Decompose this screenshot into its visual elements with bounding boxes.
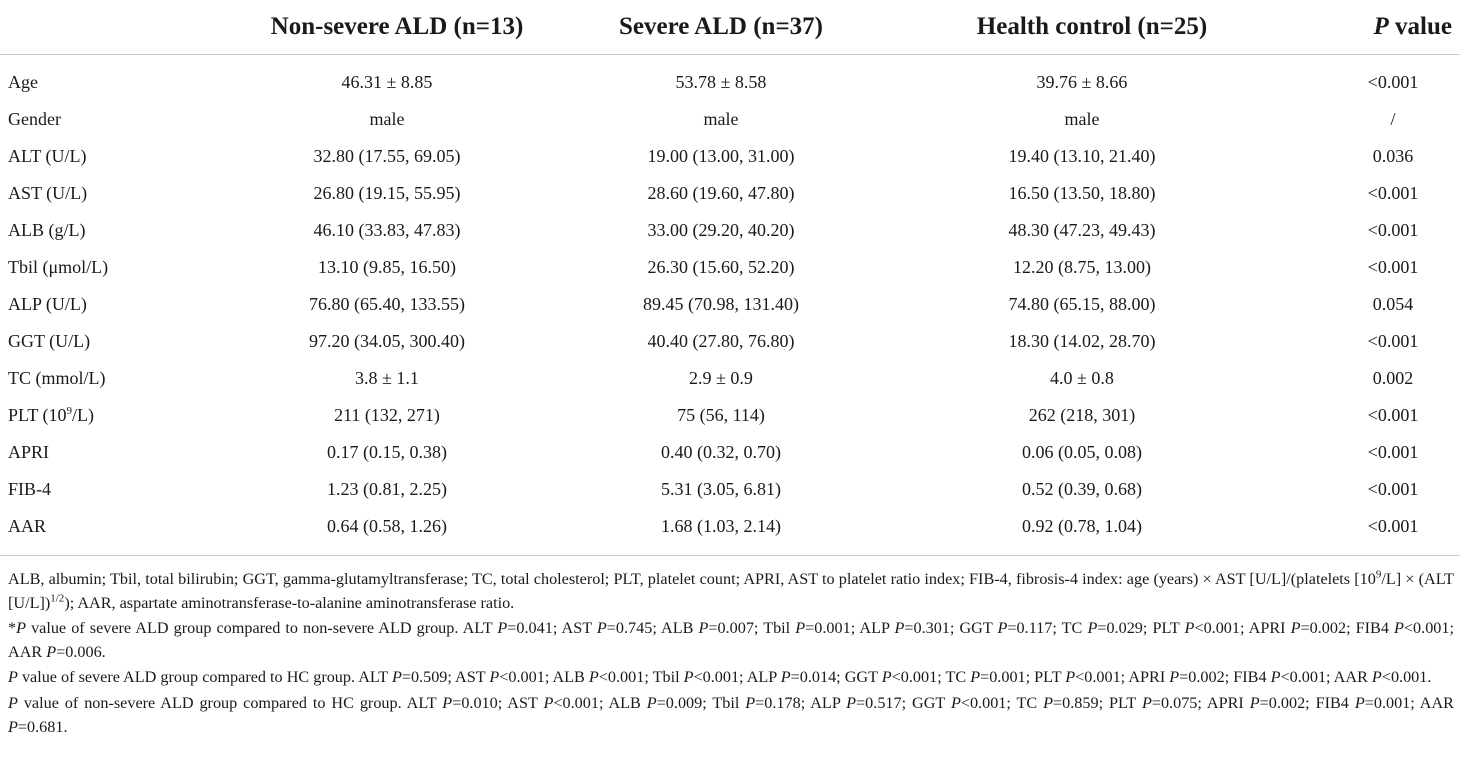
header-variable xyxy=(0,0,220,55)
row-label xyxy=(0,397,220,434)
row-label-part: PLT (10 xyxy=(8,405,67,425)
row-label: Gender xyxy=(8,109,61,129)
cell-control: 0.06 (0.05, 0.08) xyxy=(1022,442,1142,462)
row-label: Tbil (μmol/L) xyxy=(8,257,109,277)
cell-p-value: 0.036 xyxy=(1372,146,1414,166)
cell-severe: 28.60 (19.60, 47.80) xyxy=(647,183,795,203)
cell-p-value: <0.001 xyxy=(1367,72,1419,92)
cell-control: 18.30 (14.02, 28.70) xyxy=(1008,331,1156,351)
cell-severe: 5.31 (3.05, 6.81) xyxy=(661,479,781,499)
row-label: Age xyxy=(8,72,38,92)
table-row xyxy=(0,397,1460,434)
cell-severe: 89.45 (70.98, 131.40) xyxy=(643,294,799,314)
footnote-abbrev-part1: ALB, albumin; Tbil, total bilirubin; GGT, gamma-glutamyltransferase; TC, total cholesterol; PLT, platelet count; APRI, AST to platelet ratio index; FIB-4, fibrosis-4 index: age (years) × AST [U/L]/(platelets [10 xyxy=(8,570,1376,588)
footnote-abbrev-part2: /L] × (ALT [U/L]) xyxy=(8,570,1454,612)
cell-severe: 26.30 (15.60, 52.20) xyxy=(647,257,795,277)
cell-p-value: <0.001 xyxy=(1367,183,1419,203)
table-body xyxy=(0,55,1460,556)
cell-p-value: <0.001 xyxy=(1367,257,1419,277)
cell-p-value: <0.001 xyxy=(1367,442,1419,462)
cell-severe: male xyxy=(703,109,739,129)
cell-control: 4.0 ± 0.8 xyxy=(1050,368,1114,388)
table-header-row xyxy=(0,0,1460,55)
footnote-text: value of severe ALD group compared to HC group. ALT P=0.509; AST P<0.001; ALB P<0.001; Tbil P<0.001; ALP P=0.014; GGT P<0.001; TC P=0.001; PLT P<0.001; APRI P=0.002; FIB4 P<0.001; AAR P<0.001. xyxy=(17,668,1432,687)
cell-nonsevere: 26.80 (19.15, 55.95) xyxy=(313,183,461,203)
header-health-control: Health control (n=25) xyxy=(888,0,1276,55)
cell-nonsevere: 0.64 (0.58, 1.26) xyxy=(220,508,554,556)
cell-p-value: 0.002 xyxy=(1372,368,1414,388)
cell-control: 12.20 (8.75, 13.00) xyxy=(1013,257,1151,277)
cell-nonsevere: male xyxy=(369,109,405,129)
row-label: ALT (U/L) xyxy=(8,146,87,166)
footnote-abbreviations xyxy=(8,568,1454,615)
cell-nonsevere: 3.8 ± 1.1 xyxy=(355,368,419,388)
header-severe-ald: Severe ALD (n=37) xyxy=(554,0,888,55)
footnote-abbrev-sup1: 9 xyxy=(1375,568,1382,581)
cell-nonsevere: 97.20 (34.05, 300.40) xyxy=(309,331,465,351)
footnote-p-italic: P xyxy=(8,668,18,687)
footnote-abbrev-part3: ); AAR, aspartate aminotransferase-to-alanine aminotransferase ratio. xyxy=(64,593,515,612)
row-label-sup: 9 xyxy=(66,405,73,417)
cell-nonsevere: 1.23 (0.81, 2.25) xyxy=(327,479,447,499)
table-row xyxy=(0,175,1460,212)
cell-p-value: 0.054 xyxy=(1372,294,1414,314)
cell-control: 0.92 (0.78, 1.04) xyxy=(888,508,1276,556)
header-p-rest: value xyxy=(1388,13,1452,40)
cell-severe: 53.78 ± 8.58 xyxy=(675,72,767,92)
table-row xyxy=(0,55,1460,102)
cell-control: 262 (218, 301) xyxy=(1028,405,1136,425)
footnote-p-italic: P xyxy=(8,693,18,712)
cell-nonsevere: 46.31 ± 8.85 xyxy=(341,72,433,92)
cell-nonsevere: 13.10 (9.85, 16.50) xyxy=(318,257,456,277)
cell-control: male xyxy=(1064,109,1100,129)
cell-severe: 1.68 (1.03, 2.14) xyxy=(554,508,888,556)
cell-control: 39.76 ± 8.66 xyxy=(1036,72,1128,92)
cell-control: 16.50 (13.50, 18.80) xyxy=(1008,183,1156,203)
row-label: ALP (U/L) xyxy=(8,294,87,314)
cell-nonsevere: 0.17 (0.15, 0.38) xyxy=(327,442,447,462)
cell-nonsevere: 76.80 (65.40, 133.55) xyxy=(309,294,465,314)
table-row xyxy=(0,249,1460,286)
cell-control: 0.52 (0.39, 0.68) xyxy=(1022,479,1142,499)
cell-control: 48.30 (47.23, 49.43) xyxy=(1008,220,1156,240)
cell-p-value: <0.001 xyxy=(1367,405,1419,425)
footnote-asterisk: * xyxy=(8,619,17,638)
cell-p-value: / xyxy=(1390,109,1396,129)
row-label: FIB-4 xyxy=(8,479,52,499)
row-label: ALB (g/L) xyxy=(8,220,86,240)
cell-p-value: <0.001 xyxy=(1367,331,1419,351)
row-label-part: /L) xyxy=(72,405,95,425)
cell-nonsevere: 211 (132, 271) xyxy=(334,405,440,425)
cell-severe: 33.00 (29.20, 40.20) xyxy=(647,220,795,240)
table-row xyxy=(0,138,1460,175)
row-label: AAR xyxy=(0,508,220,556)
cell-p-value: <0.001 xyxy=(1276,508,1460,556)
row-label: AST (U/L) xyxy=(8,183,88,203)
footnote-abbrev-sup2: 1/2 xyxy=(50,592,65,605)
cell-severe: 19.00 (13.00, 31.00) xyxy=(647,146,795,166)
row-label: APRI xyxy=(8,442,50,462)
table-row xyxy=(0,508,1460,556)
cell-nonsevere: 32.80 (17.55, 69.05) xyxy=(313,146,461,166)
cell-control: 74.80 (65.15, 88.00) xyxy=(1008,294,1156,314)
header-p-value xyxy=(1276,0,1460,55)
footnote-nonsevere-vs-hc xyxy=(8,692,1454,739)
table-row xyxy=(0,286,1460,323)
cell-severe: 2.9 ± 0.9 xyxy=(689,368,753,388)
row-label: TC (mmol/L) xyxy=(8,368,106,388)
cell-p-value: <0.001 xyxy=(1367,479,1419,499)
header-nonsevere-ald: Non-severe ALD (n=13) xyxy=(220,0,554,55)
table-footnotes xyxy=(8,568,1454,741)
footnote-severe-vs-hc xyxy=(8,666,1454,690)
footnote-p-italic: P xyxy=(16,619,26,638)
cell-nonsevere: 46.10 (33.83, 47.83) xyxy=(313,220,461,240)
table-row xyxy=(0,360,1460,397)
cell-severe: 40.40 (27.80, 76.80) xyxy=(647,331,795,351)
table-row xyxy=(0,212,1460,249)
table-row xyxy=(0,471,1460,508)
footnote-text: value of non-severe ALD group compared to HC group. ALT P=0.010; AST P<0.001; ALB P=0.009; Tbil P=0.178; ALP P=0.517; GGT P<0.001; TC P=0.859; PLT P=0.075; APRI P=0.002; FIB4 P=0.001; AAR P=0.681. xyxy=(8,693,1454,736)
table-row xyxy=(0,323,1460,360)
header-p-italic: P xyxy=(1373,13,1389,40)
cell-severe: 0.40 (0.32, 0.70) xyxy=(661,442,781,462)
cell-p-value: <0.001 xyxy=(1367,220,1419,240)
row-label: GGT (U/L) xyxy=(8,331,91,351)
table-row xyxy=(0,434,1460,471)
cell-control: 19.40 (13.10, 21.40) xyxy=(1008,146,1156,166)
table-row xyxy=(0,101,1460,138)
cell-severe: 75 (56, 114) xyxy=(677,405,765,425)
footnote-severe-vs-nonsevere xyxy=(8,617,1454,664)
footnote-text: value of severe ALD group compared to non-severe ALD group. ALT P=0.041; AST P=0.745; ALB P=0.007; Tbil P=0.001; ALP P=0.301; GGT P=0.117; TC P=0.029; PLT P<0.001; APRI P=0.002; FIB4 P<0.001; AAR P=0.006. xyxy=(8,619,1454,661)
